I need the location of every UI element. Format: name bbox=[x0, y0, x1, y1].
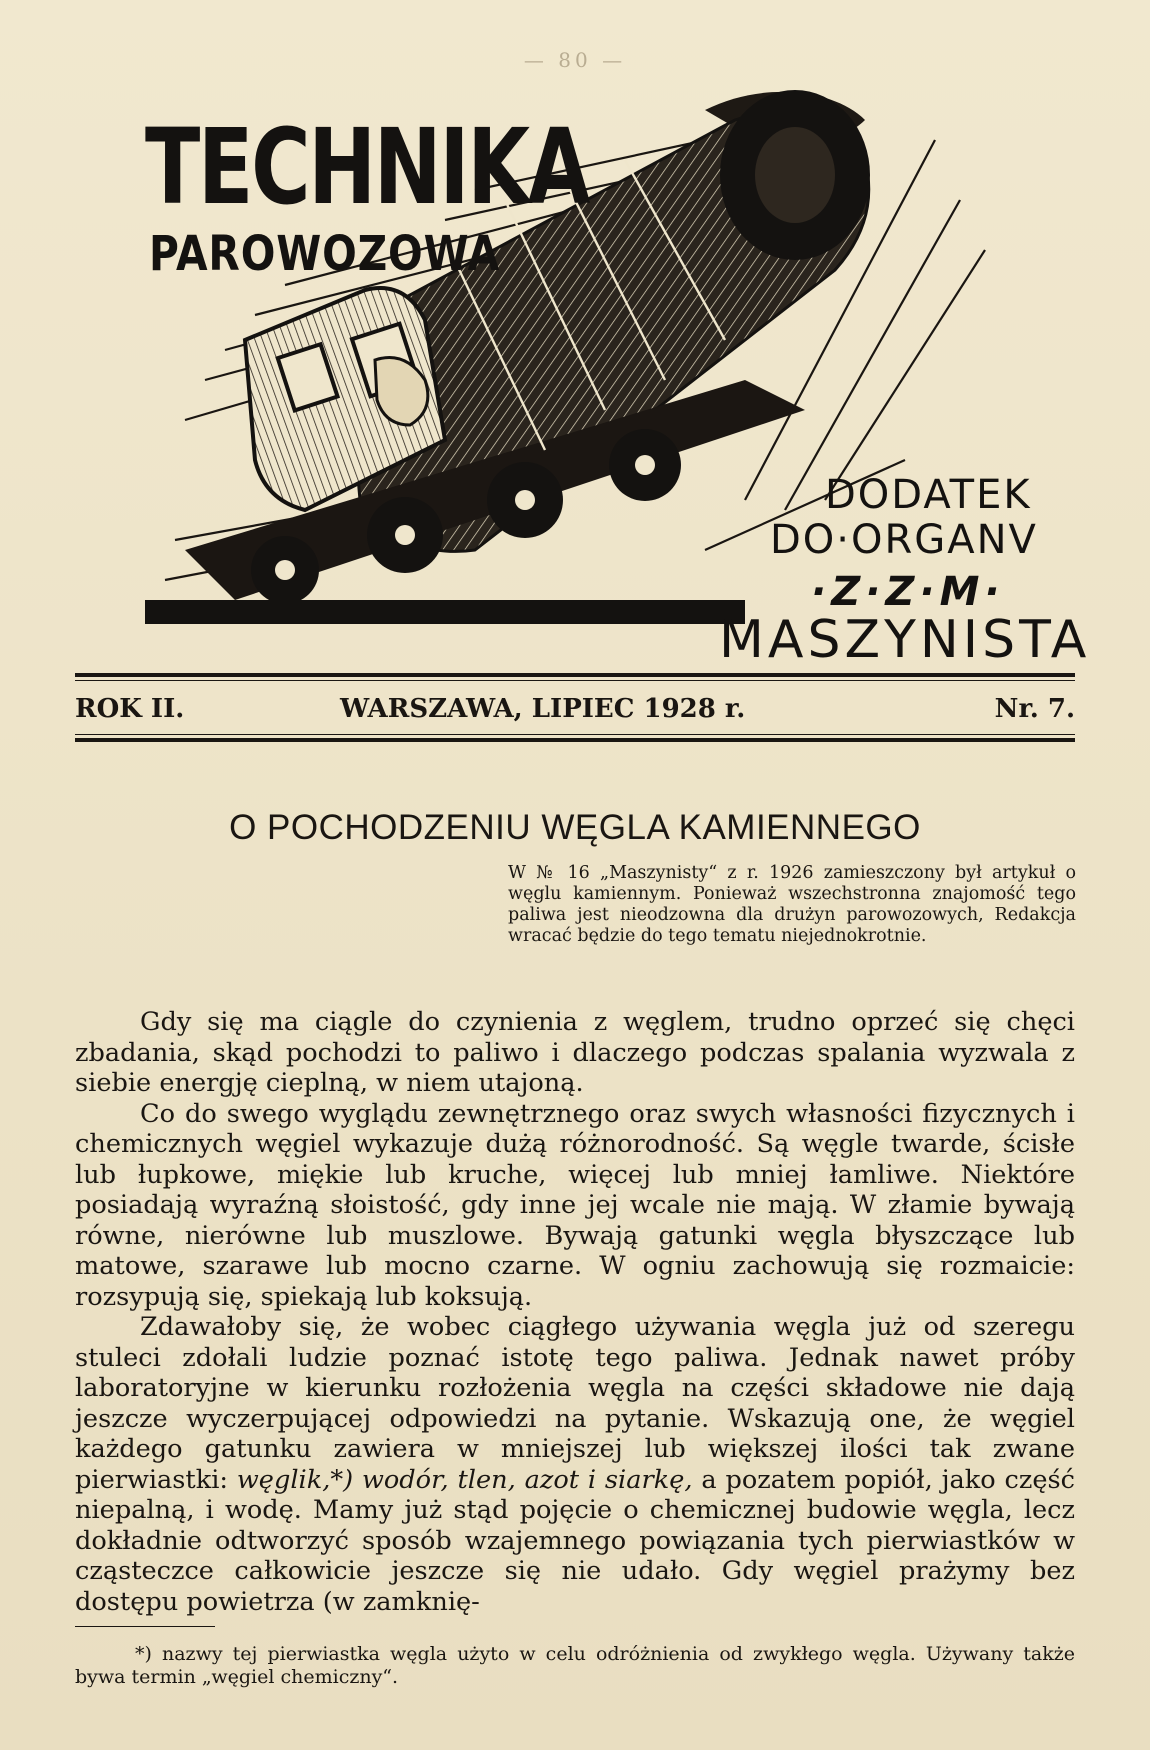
supplement-line-3: ·Z·Z·M· bbox=[811, 569, 1005, 615]
paragraph-text: Zdawałoby się, że wobec ciągłego używania węgla już od szeregu stuleci zdołali ludzie poznać istotę tego paliwa. Jednak nawet próby laboratoryjne w kierunku rozłożenia węgla na części składowe nie dają jeszcze wyczerpującej odpowiedzi na pytanie. Wskazują one, że węgiel każdego gatunku zawiera w mniejszej lub większej ilości tak zwane pierwiastki: bbox=[75, 1312, 1075, 1495]
footnote-rule bbox=[75, 1626, 215, 1627]
paragraph-text: a pozatem popiół, jako część niepalną, i wodę. Mamy już stąd pojęcie o chemicznej budowie węgla, lecz dokładnie odtworzyć sposób wzajemnego powiązania tych pierwiastków w cząsteczce całkowicie jeszcze się nie udało. Gdy węgiel prażymy bez dostępu powietrza (w zamknię- bbox=[75, 1464, 1075, 1617]
masthead-rule-top bbox=[75, 673, 1075, 677]
footnote-text: *) nazwy tej pierwiastka węgla użyto w celu odróżnienia od zwykłego węgla. Używany także bywa termin „węgiel chemiczny“. bbox=[75, 1643, 1075, 1688]
page-number: — 80 — bbox=[523, 48, 627, 72]
paragraph: Co do swego wyglądu zewnętrznego oraz swych własności fizycznych i chemicznych węgiel wykazuje dużą różnorodność. Są węgle twarde, ścisłe lub łupkowe, miękie lub kruche, więcej lub mniej łamliwe. Niektóre posiadają wyraźną słoistość, gdy inne jej wcale nie mają. W złamie bywają równe, nierówne lub muszlowe. Bywają gatunki węgla błyszczące lub matowe, szarawe lub mocno czarne. W ogniu zachowują się rozmaicie: rozsypują się, spiekają lub koksują. bbox=[75, 1098, 1075, 1312]
issue-number: Nr. 7. bbox=[994, 694, 1075, 724]
article-title: O POCHODZENIU WĘGLA KAMIENNEGO bbox=[229, 808, 921, 847]
footnote bbox=[75, 1643, 1075, 1689]
editor-note: W № 16 „Maszynisty“ z r. 1926 zamieszczony był artykuł o węglu kamiennym. Ponieważ wszechstronna znajomość tego paliwa jest nieodzowna dla drużyn parowozowych, Redakcja wracać będzie do tego tematu niejednokrotnie. bbox=[508, 863, 1076, 946]
issue-rule-thick bbox=[75, 738, 1075, 742]
issue-place-date: WARSZAWA, LIPIEC 1928 r. bbox=[340, 694, 746, 724]
supplement-line-2: DO·ORGANV bbox=[770, 517, 1038, 563]
issue-line bbox=[75, 694, 1075, 734]
elements-list: węglik,*) wodór, tlen, azot i siarkę, bbox=[236, 1464, 693, 1495]
masthead-subtitle: PAROWOZOWA bbox=[149, 226, 501, 282]
issue-rule-thin bbox=[75, 734, 1075, 735]
masthead-title: TECHNIKA bbox=[145, 106, 589, 228]
issue-year: ROK II. bbox=[75, 694, 185, 724]
paragraph bbox=[75, 1312, 1075, 1617]
masthead bbox=[145, 80, 1091, 670]
masthead-rule-top-thin bbox=[75, 680, 1075, 681]
supplement-line-4: MASZYNISTA bbox=[719, 610, 1091, 670]
article-body bbox=[75, 1007, 1075, 1617]
paragraph: Gdy się ma ciągle do czynienia z węglem, trudno oprzeć się chęci zbadania, skąd pochodzi to paliwo i dlaczego podczas spalania wyzwala z siebie energję cieplną, w niem utajoną. bbox=[75, 1007, 1075, 1098]
supplement-line-1: DODATEK bbox=[825, 472, 1032, 518]
